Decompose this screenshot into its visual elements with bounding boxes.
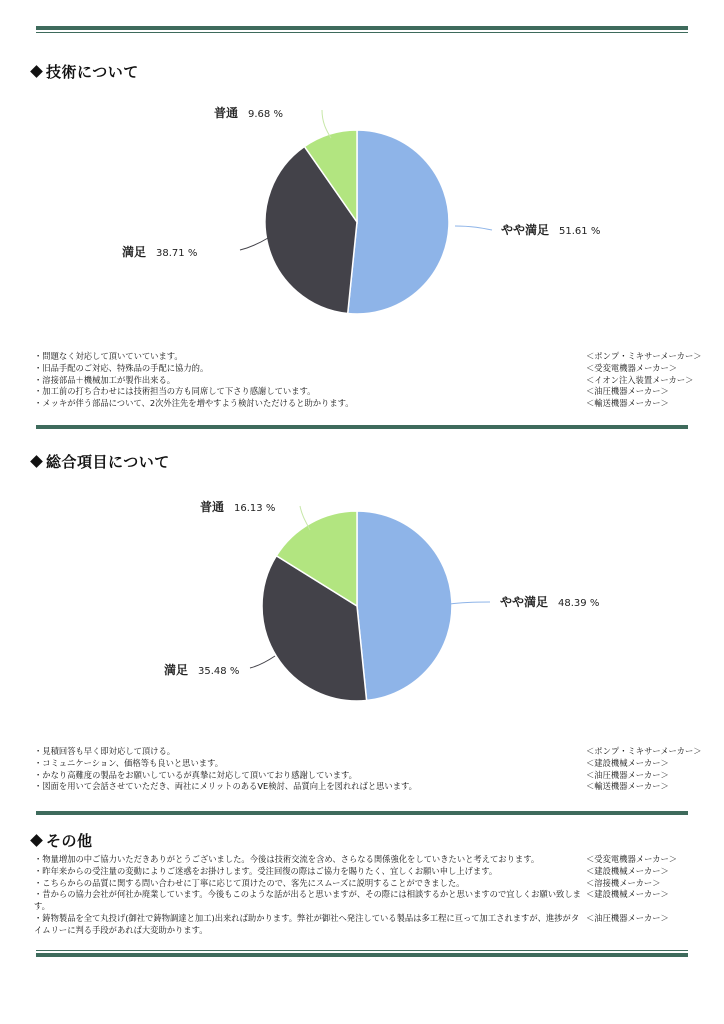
comment-list-other xyxy=(34,854,686,937)
comment-row xyxy=(34,375,698,387)
comment-company: ＜溶接機メーカー＞ xyxy=(586,877,661,888)
pie-chart-svg xyxy=(0,484,724,734)
comment-row xyxy=(34,878,686,890)
comment-text: ・昨年来からの受注量の変動によりご迷惑をお掛けします。受注回復の際はご協力を賜りたく、宜しくお願い申し上げます。 xyxy=(34,865,498,876)
comment-company: ＜輸送機器メーカー＞ xyxy=(586,781,669,792)
pie-slice-somewhat-satisfied xyxy=(357,511,452,701)
leader-line-somewhat xyxy=(450,602,490,604)
comment-row xyxy=(34,758,698,770)
pie-chart-svg xyxy=(0,88,724,338)
comment-company: ＜受変電機器メーカー＞ xyxy=(586,854,678,864)
top-divider xyxy=(36,26,688,33)
comment-text: ・昔からの協力会社が何社か廃業しています。今後もこのような話が出ると思いますが、その際には相談するかと思いますので宜しくお願い致します。 xyxy=(34,889,581,912)
pie-label-somewhat: やや満足 51.61 % xyxy=(501,223,601,237)
diamond-bullet-icon xyxy=(30,834,43,847)
pie-chart-overall xyxy=(0,484,724,734)
leader-line-satisfied xyxy=(250,656,275,668)
section-divider xyxy=(36,425,688,429)
comment-row xyxy=(34,770,698,782)
comment-text: ・図面を用いて会話させていただき、両社にメリットのあるVE検討、品質向上を図れればと思います。 xyxy=(34,781,417,792)
comment-row xyxy=(34,913,686,937)
comment-text: ・物量増加の中ご協力いただきありがとうございました。今後は技術交流を含め、さらなる関係強化をしていきたいと考えております。 xyxy=(34,854,540,864)
pie-label-normal: 普通 16.13 % xyxy=(200,500,276,514)
comment-text: ・かなり高難度の製品をお願いしているが真摯に対応して頂いており感謝しています。 xyxy=(34,769,357,780)
comment-text: ・問題なく対応して頂いていています。 xyxy=(34,351,183,361)
comment-row xyxy=(34,889,686,913)
comment-row xyxy=(34,781,698,793)
comment-text: ・見積回答も早く即対応して頂ける。 xyxy=(34,746,176,756)
section-heading-other xyxy=(32,830,93,851)
section-title: 技術について xyxy=(46,63,139,81)
pie-chart-technology xyxy=(0,88,724,338)
comment-list-overall xyxy=(34,746,702,793)
diamond-bullet-icon xyxy=(30,455,43,468)
comment-row xyxy=(34,386,698,398)
section-title: 総合項目について xyxy=(46,453,170,471)
comment-company: ＜ポンプ・ミキサーメーカー＞ xyxy=(586,746,702,756)
comment-text: ・こちらからの品質に関する問い合わせに丁寧に応じて頂けたので、客先にスムーズに説明することができました。 xyxy=(34,877,465,888)
comment-row xyxy=(34,351,702,363)
section-heading-technology xyxy=(32,61,139,82)
section-divider xyxy=(36,811,688,815)
comment-text: ・加工前の打ち合わせには技術担当の方も同席して下さり感謝しています。 xyxy=(34,386,316,397)
pie-slice-somewhat-satisfied xyxy=(348,130,449,314)
comment-company: ＜ポンプ・ミキサーメーカー＞ xyxy=(586,351,702,361)
comment-company: ＜建設機械メーカー＞ xyxy=(586,889,669,900)
leader-line-satisfied xyxy=(240,238,268,250)
comment-text: ・メッキが伴う部品について、2次外注先を増やすよう検討いただけると助かります。 xyxy=(34,398,354,409)
diamond-bullet-icon xyxy=(30,65,43,78)
section-heading-overall xyxy=(32,451,170,472)
comment-company: ＜建設機械メーカー＞ xyxy=(586,865,669,876)
pie-label-satisfied: 満足 38.71 % xyxy=(122,245,198,259)
pie-label-satisfied: 満足 35.48 % xyxy=(164,663,240,677)
comment-text: ・鋳物製品を全て丸投げ(御社で鋳物調達と加工)出来れば助かります。弊社が御社へ発注している製品は多工程に亘って加工されますが、進捗がタイムリーに判る手段があれば大変助かります。 xyxy=(34,912,580,935)
comment-company: ＜油圧機器メーカー＞ xyxy=(586,769,669,780)
leader-line-somewhat xyxy=(455,226,492,230)
comment-company: ＜輸送機器メーカー＞ xyxy=(586,398,669,409)
comment-row xyxy=(34,398,698,410)
comment-row xyxy=(34,746,702,758)
comment-row xyxy=(34,363,698,375)
comment-company: ＜イオン注入装置メーカー＞ xyxy=(586,374,694,385)
comment-text: ・コミュニケーション、価格等も良いと思います。 xyxy=(34,757,224,768)
comment-row xyxy=(34,866,686,878)
pie-label-normal: 普通 9.68 % xyxy=(214,106,283,120)
section-title: その他 xyxy=(46,832,93,850)
pie-label-somewhat: やや満足 48.39 % xyxy=(500,595,600,609)
comment-row xyxy=(34,854,686,866)
comment-list-technology xyxy=(34,351,702,410)
comment-text: ・旧品手配のご対応、特殊品の手配に協力的。 xyxy=(34,362,209,373)
bottom-divider xyxy=(36,950,688,957)
comment-company: ＜油圧機器メーカー＞ xyxy=(586,912,669,923)
comment-company: ＜油圧機器メーカー＞ xyxy=(586,386,669,397)
comment-text: ・溶接部品＋機械加工が製作出来る。 xyxy=(34,374,176,385)
comment-company: ＜受変電機器メーカー＞ xyxy=(586,362,678,373)
comment-company: ＜建設機械メーカー＞ xyxy=(586,757,669,768)
